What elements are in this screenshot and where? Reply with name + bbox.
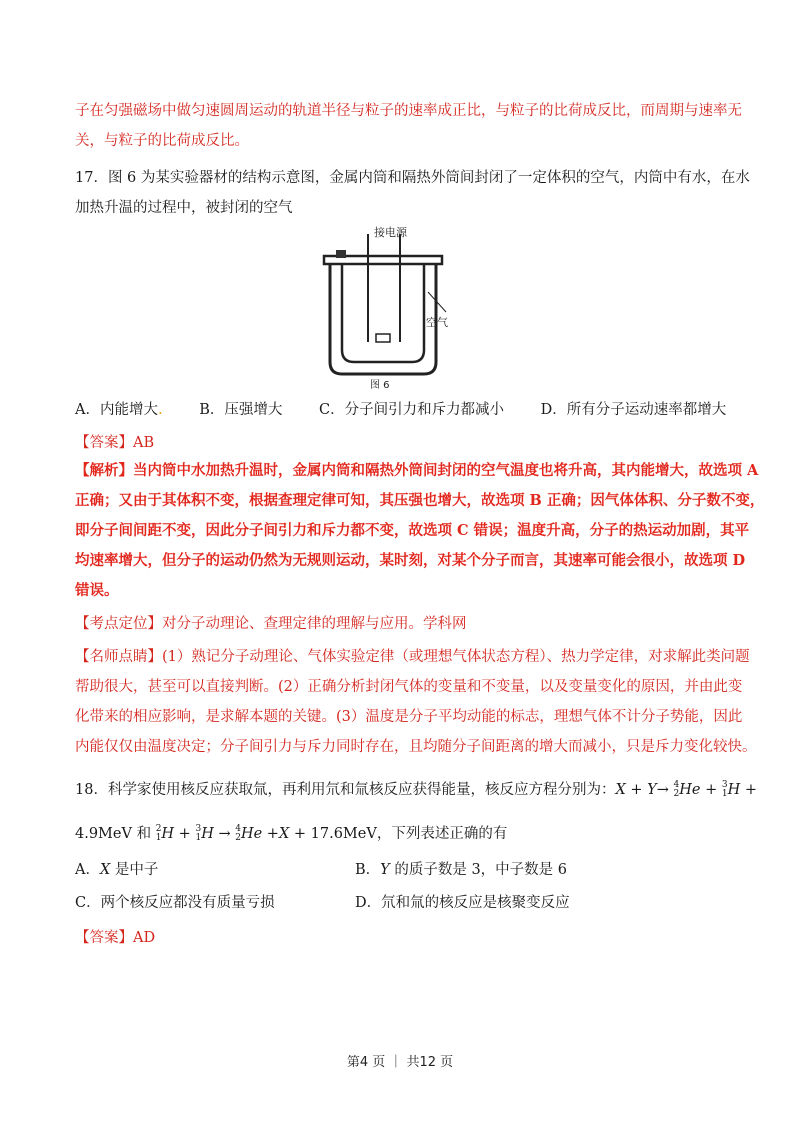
q17-option-c: C．分子间引力和斥力都减小 (318, 402, 505, 418)
q18-options (75, 855, 725, 918)
q18-option-c: C．两个核反应都没有质量亏损 (75, 895, 275, 911)
eq1-he-charge: 2 (673, 789, 680, 799)
eq2-h3-isotope (195, 825, 201, 843)
q18-option-b-text: 的质子数是 3，中子数是 6 (389, 862, 568, 878)
q17-point-tag: 【考点定位】 (75, 616, 162, 632)
lid-knob (336, 250, 346, 258)
q18-line-2 (75, 819, 727, 849)
q18-options-row-2 (75, 888, 725, 918)
eq2-h2-mass: 2 (155, 824, 162, 834)
eq1-y: Y (647, 782, 657, 798)
eq1-arrow: → (656, 782, 669, 798)
q17-option-b: B．压强增大 (199, 402, 283, 418)
intro-line-1: 子在匀强磁场中做匀速圆周运动的轨道半径与粒子的速率成正比，与粒子的比荷成反比，而周期与速率无 (75, 103, 742, 119)
intro-line-2: 关，与粒子的比荷成反比。 (75, 133, 249, 149)
q17-options (75, 395, 758, 425)
intro-text (75, 96, 742, 156)
q18-option-d: D．氘和氚的核反应是核聚变反应 (355, 895, 570, 911)
eq1-x: X (615, 782, 626, 798)
eq1-h3: H (727, 782, 741, 798)
eq2-h3: H (201, 826, 214, 842)
eq2-he-mass: 4 (235, 824, 241, 834)
q17-analysis-text-1: 当内筒中水加热升温时，金属内筒和隔热外筒间封闭的空气温度也将升高，其内能增大，故选项 A (133, 462, 759, 479)
q17-line-1: 17．图 6 为某实验器材的结构示意图，金属内筒和隔热外筒间封闭了一定体积的空气，内筒中有水，在水 (75, 170, 750, 186)
eq2-plus-1: + (174, 826, 196, 842)
question-17-stem (75, 163, 750, 223)
q17-analysis-tag: 【解析】 (75, 462, 133, 479)
eq1-he: He (679, 782, 701, 798)
q17-answer-value: AB (133, 435, 155, 451)
apparatus-diagram (320, 222, 448, 392)
q17-analysis-line-1 (75, 456, 759, 486)
eq1-he-isotope (674, 781, 680, 799)
q17-tips-line-4: 内能仅仅由温度决定；分子间引力与斥力同时存在，且均随分子间距离的增大而减小，只是斥力变化较快。 (75, 739, 757, 755)
figure-caption: 图 6 (370, 380, 390, 391)
q18-stem-text: 18．科学家使用核反应获取氚，再利用氘和氚核反应获得能量，核反应方程分别为： (75, 782, 616, 798)
q17-tips-line-3: 化带来的相应影响，是求解本题的关键。(3）温度是分子平均动能的标志，理想气体不计分子势能，因此 (75, 709, 743, 725)
q17-analysis-line-2: 正确；又由于其体积不变，根据查理定律可知，其压强也增大，故选项 B 正确；因气体体积、分子数不变， (75, 492, 765, 509)
q17-option-d: D．所有分子运动速率都增大 (540, 402, 727, 418)
q18-option-a-var: X (99, 862, 111, 878)
eq1-h3-isotope (722, 781, 728, 799)
q18-options-row-1 (75, 855, 725, 885)
q17-answer-tag: 【答案】 (75, 435, 133, 451)
q17-tips (75, 642, 757, 762)
eq2-he-charge: 2 (235, 833, 241, 843)
q17-point-text: 对分子动理论、查理定律的理解与应用。学科网 (162, 616, 467, 632)
q17-analysis (75, 456, 765, 606)
q18-option-b-label: B． (355, 862, 381, 878)
eq1-plus-2: + (700, 782, 722, 798)
q17-option-a-text: A．内能增大 (75, 402, 158, 418)
q18-answer-value: AD (133, 930, 156, 946)
q17-analysis-line-5: 错误。 (75, 582, 119, 599)
eq1-h3-charge: 1 (721, 789, 728, 799)
eq2-tail: + 17.6MeV，下列表述正确的有 (289, 826, 508, 842)
eq2-h2-isotope (156, 825, 162, 843)
eq2-h3-mass: 3 (195, 824, 202, 834)
q18-option-b (355, 855, 567, 885)
eq2-h2-charge: 1 (155, 833, 162, 843)
q17-tips-tag: 【名师点睛】 (75, 649, 162, 665)
eq1-he-mass: 4 (673, 780, 680, 790)
q17-line-2: 加热升温的过程中，被封闭的空气 (75, 200, 293, 216)
page-footer: 第4 页 ｜ 共12 页 (346, 1055, 454, 1070)
power-label: 接电源 (374, 226, 407, 239)
q17-option-a-mark: . (157, 402, 163, 418)
eq1-plus-3: + (740, 782, 757, 798)
eq1-h3-mass: 3 (721, 780, 728, 790)
eq2-arrow: → (213, 826, 236, 842)
q18-option-a (75, 862, 158, 878)
q18-answer (75, 923, 727, 953)
q18-option-a-text: 是中子 (110, 862, 159, 878)
q17-tips-text-1: (1）熟记分子动理论、气体实验定律（或理想气体状态方程）、热力学定律，对求解此类问题 (162, 649, 750, 665)
q17-point (75, 609, 727, 639)
q18-option-a-label: A． (75, 862, 100, 878)
air-label: 空气 (426, 316, 448, 329)
heater (376, 334, 390, 342)
eq2-h3-charge: 1 (195, 833, 202, 843)
q17-analysis-line-4: 均速率增大，但分子的运动仍然为无规则运动，某时刻，对某个分子而言，其速率可能会很小，故选项 D (75, 552, 746, 569)
eq1-plus-1: + (625, 782, 648, 798)
inner-vessel (342, 264, 424, 362)
q18-option-b-var: Y (380, 862, 390, 878)
q18-answer-tag: 【答案】 (75, 930, 133, 946)
eq2-he-isotope (235, 825, 241, 843)
q18-energy-1: 4.9MeV 和 (75, 826, 156, 842)
eq2-h2: H (161, 826, 175, 842)
eq2-x: X (278, 826, 290, 842)
q17-tips-line-2: 帮助很大，甚至可以直接判断。(2）正确分析封闭气体的变量和不变量，以及变量变化的原因，并由此变 (75, 679, 743, 695)
eq2-he: He (240, 826, 263, 842)
eq2-plus-2: + (262, 826, 279, 842)
q17-tips-line-1 (75, 642, 750, 672)
q18-line-1 (75, 775, 757, 805)
q17-answer (75, 428, 727, 458)
q17-analysis-line-3: 即分子间间距不变，因此分子间引力和斥力都不变，故选项 C 错误；温度升高，分子的热运动加剧，其平 (75, 522, 750, 539)
q17-option-a (75, 395, 163, 425)
figure-6 (320, 222, 448, 392)
outer-vessel (330, 264, 436, 374)
